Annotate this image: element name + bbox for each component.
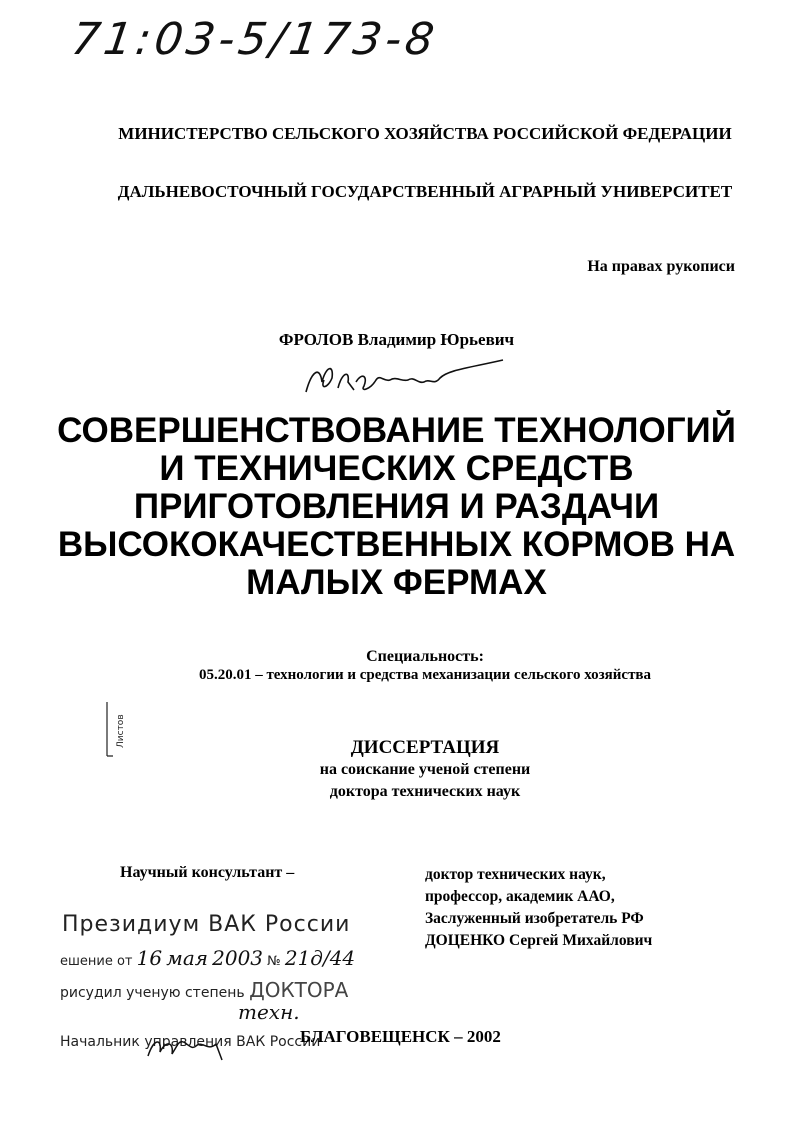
- dissertation-heading: ДИССЕРТАЦИЯ: [350, 737, 500, 758]
- stamp-degree: ДОКТОРА: [249, 978, 349, 1002]
- consultant-line-3: Заслуженный изобретатель РФ: [425, 910, 644, 927]
- stamp-signature: [144, 1032, 264, 1062]
- stamp-awarded-text: рисудил ученую степень: [60, 985, 245, 1001]
- consultant-line-4: ДОЦЕНКО Сергей Михайлович: [425, 932, 653, 949]
- dissertation-title: СОВЕРШЕНСТВОВАНИЕ ТЕХНОЛОГИЙ И ТЕХНИЧЕСКИХ СРЕДСТВ ПРИГОТОВЛЕНИЯ И РАЗДАЧИ ВЫСОКОКАЧЕСТВЕННЫХ КОРМОВ НА МАЛЫХ ФЕРМАХ: [57, 411, 736, 602]
- stamp-chief: Начальник управления ВАК России: [60, 1034, 321, 1050]
- dissertation-block: [0, 737, 793, 803]
- author-signature: [298, 352, 508, 402]
- city-year: БЛАГОВЕЩЕНСК – 2002: [300, 1027, 501, 1046]
- consultant-line-1: доктор технических наук,: [425, 866, 606, 883]
- ministry-name: МИНИСТЕРСТВО СЕЛЬСКОГО ХОЗЯЙСТВА РОССИЙСКОЙ ФЕДЕРАЦИИ: [118, 124, 732, 143]
- stamp-number-prefix: №: [267, 954, 281, 969]
- stamp-number: 21д/44: [284, 946, 356, 970]
- specialty-text: 05.20.01 – технологии и средства механизации сельского хозяйства: [198, 667, 652, 683]
- dissertation-line-2: доктора технических наук: [329, 783, 521, 800]
- stamp-day: 16: [136, 946, 163, 970]
- university-name: ДАЛЬНЕВОСТОЧНЫЙ ГОСУДАРСТВЕННЫЙ АГРАРНЫЙ УНИВЕРСИТЕТ: [117, 182, 733, 201]
- stamp-month: мая: [166, 946, 208, 970]
- dissertation-line-1: на соискание ученой степени: [319, 761, 531, 778]
- stamp-awarded: [60, 978, 348, 1002]
- consultant-line-2: профессор, академик ААО,: [425, 888, 615, 905]
- specialty-label: Специальность:: [366, 648, 484, 665]
- stamp-field: техн.: [238, 1000, 300, 1024]
- stamp-year: 2003: [212, 946, 264, 970]
- author-name: ФРОЛОВ Владимир Юрьевич: [278, 330, 515, 349]
- consultant-label: Научный консультант –: [120, 864, 295, 881]
- consultant-info: [425, 864, 700, 952]
- rights-note: На правах рукописи: [587, 258, 735, 275]
- stamp-decision-prefix: ешение от: [60, 954, 133, 969]
- stamp-org: Президиум ВАК России: [62, 912, 351, 937]
- stamp-decision: [60, 946, 355, 970]
- archive-code: 71:03-5/173-8: [68, 14, 441, 65]
- margin-note-label: Листов: [116, 714, 126, 748]
